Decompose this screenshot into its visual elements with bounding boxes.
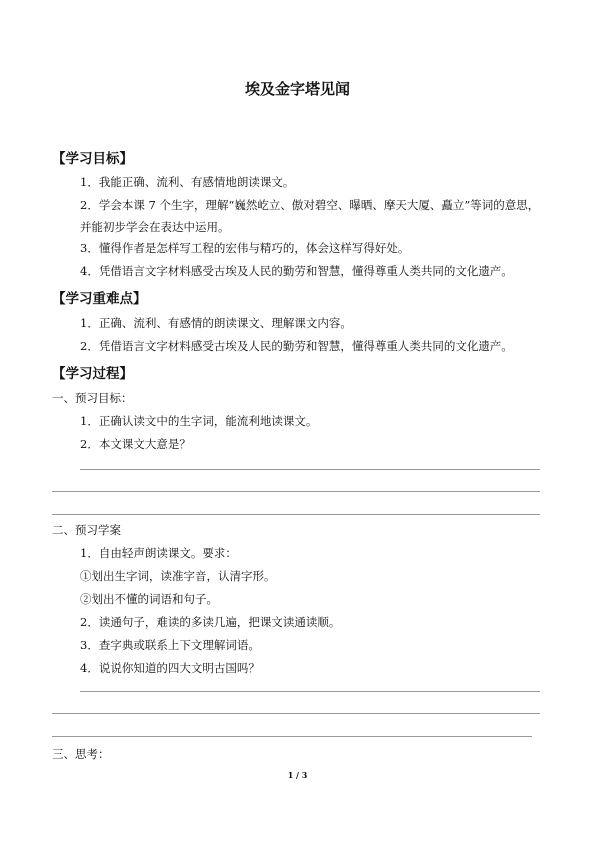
part2-item: ①划出生字词，读准字音，认清字形。 (80, 569, 276, 583)
key-point-item: 2．凭借语言文字材料感受古埃及人民的勤劳和智慧，懂得尊重人类共同的文化遗产。 (80, 339, 513, 353)
part2-item: 1．自由轻声朗读课文。要求： (80, 546, 237, 560)
objective-item: 4．凭借语言文字材料感受古埃及人民的勤劳和智慧，懂得尊重人类共同的文化遗产。 (80, 264, 513, 278)
part1-title: 一、预习目标： (52, 391, 133, 405)
answer-line (80, 691, 540, 692)
answer-line (80, 469, 540, 470)
answer-line (52, 491, 540, 492)
page-number: 1 / 3 (287, 770, 308, 780)
objective-item: 1．我能正确、流利、有感情地朗读课文。 (80, 175, 295, 189)
answer-line (52, 514, 540, 515)
part1-item: 2．本文课文大意是？ (80, 437, 191, 451)
part2-item: 4．说说你知道的四大文明古国吗？ (80, 661, 260, 675)
objective-item-text: 2．学会本课 7 个生字，理解“巍然屹立、傲对碧空、曝晒、摩天大厦、矗立”等词的意思，并能初步学会在表达中运用。 (80, 198, 540, 234)
document-title: 埃及金字塔见闻 (244, 80, 350, 98)
part3-title: 三、思考： (52, 747, 110, 761)
objectives-heading: 【学习目标】 (52, 151, 133, 167)
part2-item: ②划出不懂的词语和句子。 (80, 592, 218, 606)
objective-item: 3．懂得作者是怎样写工程的宏伟与精巧的，体会这样写得好处。 (80, 241, 410, 255)
key-point-item: 1．正确、流利、有感情的朗读课文、理解课文内容。 (80, 316, 352, 330)
part2-title: 二、预习学案 (52, 523, 121, 537)
key-points-heading: 【学习重难点】 (52, 291, 147, 307)
part1-item: 1．正确认读文中的生字词，能流利地读课文。 (80, 414, 318, 428)
objective-item (80, 194, 550, 238)
part2-item: 3．查字典或联系上下文理解词语。 (80, 638, 260, 652)
part2-item: 2．读通句子，难读的多读几遍，把课文读通读顺。 (80, 615, 341, 629)
process-heading: 【学习过程】 (52, 366, 133, 382)
answer-line (52, 713, 540, 714)
answer-line (52, 736, 532, 737)
